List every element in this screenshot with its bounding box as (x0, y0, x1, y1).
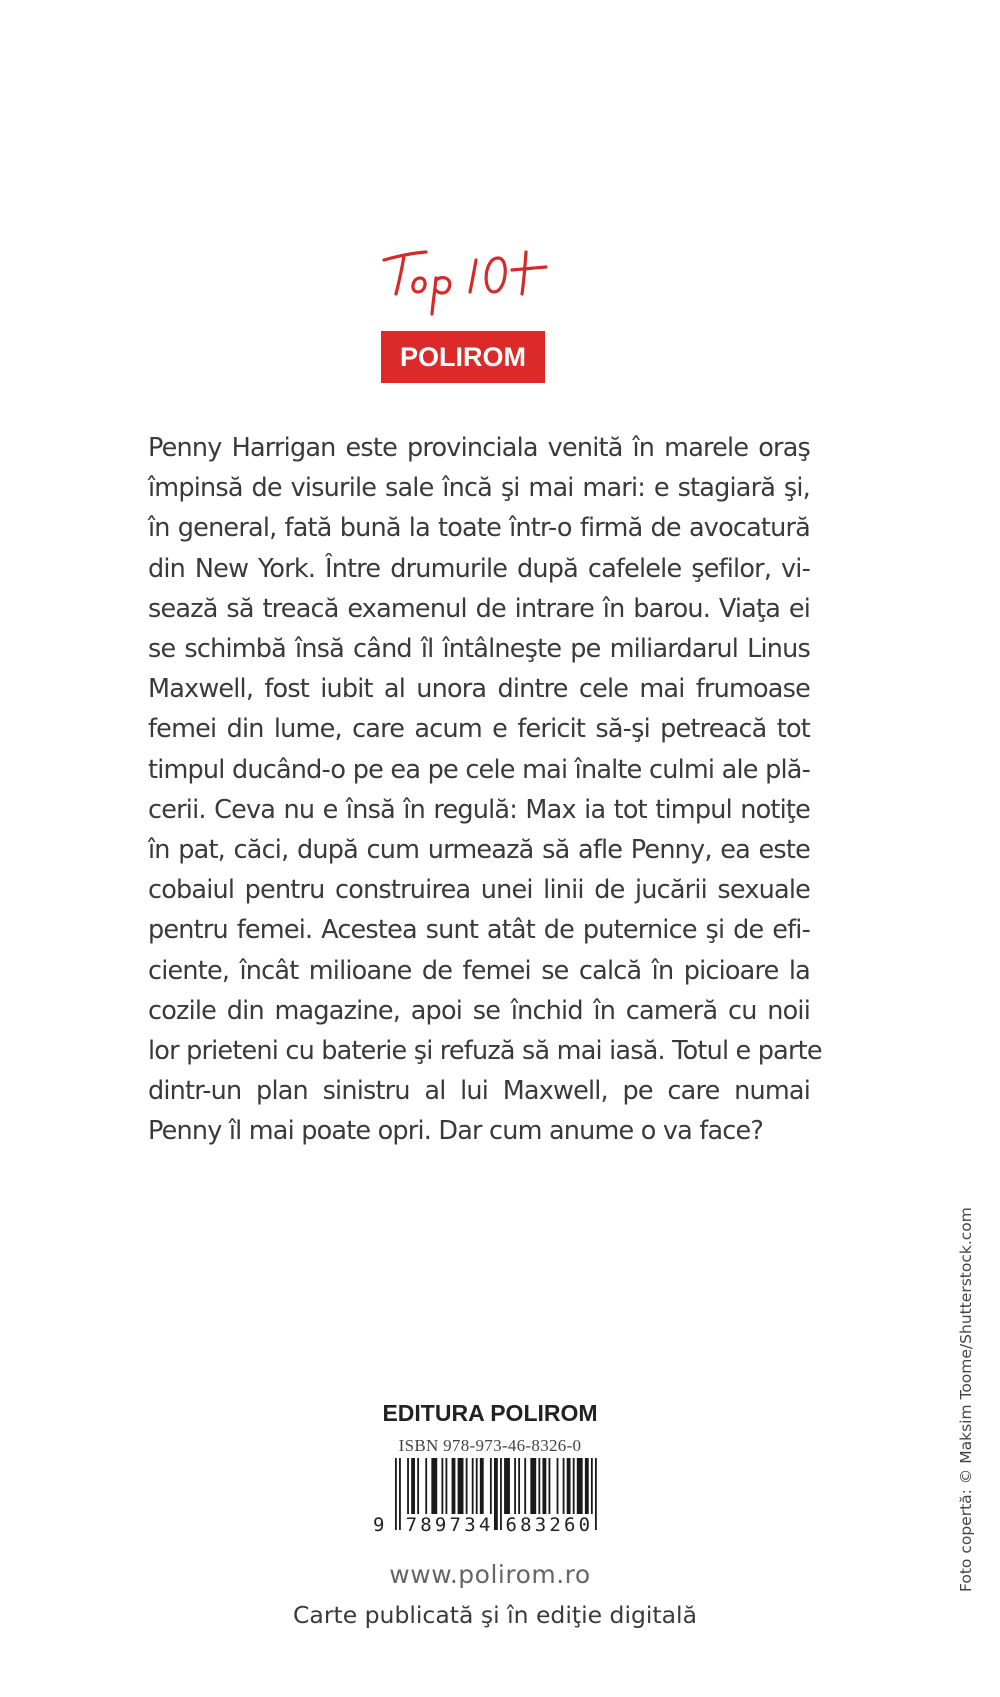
blurb-line: din New York. Între drumurile după cafelele şefilor, vi- (148, 553, 810, 584)
publisher-website: www.polirom.ro (389, 1560, 591, 1589)
blurb-line: cerii. Ceva nu e însă în regulă: Max ia tot timpul notiţe (148, 794, 810, 825)
barcode-bar (567, 1458, 571, 1518)
barcode-bar (472, 1458, 474, 1518)
barcode-bar (490, 1458, 492, 1518)
barcode-bar (431, 1458, 437, 1518)
blurb-line: Penny Harrigan este provinciala venită în marele oraş (148, 433, 810, 463)
barcode-digit-group: 683260 (505, 1514, 594, 1536)
barcode-bar (524, 1458, 526, 1518)
polirom-badge: POLIROM (381, 331, 545, 383)
barcode-bar (446, 1458, 448, 1518)
blurb-line: cobaiul pentru construirea unei linii de jucării sexuale (148, 875, 810, 906)
book-blurb (148, 428, 822, 1152)
barcode-bar (542, 1458, 546, 1518)
barcode-bar (563, 1458, 565, 1518)
barcode-bar (476, 1458, 478, 1518)
barcode-bar (514, 1458, 516, 1518)
barcode-bar (417, 1458, 419, 1518)
isbn-label: ISBN 978-973-46-8326-0 (398, 1436, 582, 1455)
blurb-line: dintr-un plan sinistru al lui Maxwell, pe care numai (148, 1076, 810, 1107)
barcode-bar (518, 1458, 520, 1518)
series-logo-top-10-plus (380, 238, 550, 318)
barcode-digits (372, 1514, 612, 1536)
blurb-line: în pat, căci, după cum urmează să afle Penny, ea este (148, 835, 810, 866)
top-10-plus-script-icon (380, 238, 550, 318)
barcode-bar (411, 1458, 415, 1518)
blurb-line: împinsă de visurile sale încă şi mai mari: e stagiară şi, (148, 473, 810, 504)
barcode-bar (538, 1458, 540, 1518)
photo-credit: Foto copertă: © Maksim Toome/Shutterstock.com (957, 1207, 975, 1592)
barcode-bar (458, 1458, 464, 1518)
blurb-line: cozile din magazine, apoi se închid în cameră cu noii (148, 995, 810, 1026)
blurb-line: sează să treacă examenul de intrare în barou. Viaţa ei (148, 593, 810, 624)
barcode-bar (452, 1458, 456, 1518)
barcode-bar (466, 1458, 468, 1518)
blurb-line: femei din lume, care acum e fericit să-şi petreacă tot (148, 714, 810, 745)
barcode-bar (425, 1458, 427, 1518)
blurb-line: în general, fată bună la toate într-o firmă de avocatură (148, 513, 810, 544)
blurb-line: pentru femei. Acestea sunt atât de puternice şi de efi- (148, 915, 810, 946)
blurb-line: lor prieteni cu baterie şi refuză să mai iasă. Totul e parte (148, 1036, 822, 1067)
barcode-bar (480, 1458, 484, 1518)
barcode-digit-group: 9 (373, 1514, 388, 1536)
publisher-name: EDITURA POLIROM (382, 1400, 598, 1426)
barcode-bar (530, 1458, 536, 1518)
barcode-bar (407, 1458, 409, 1518)
barcode-digit-group: 789734 (405, 1514, 494, 1536)
barcode-bar (441, 1458, 443, 1518)
barcode-bar (557, 1458, 559, 1518)
digital-edition-note: Carte publicată şi în ediţie digitală (293, 1601, 697, 1629)
barcode-bar (504, 1458, 510, 1518)
blurb-line: timpul ducând-o pe ea pe cele mai înalte culmi ale plă- (148, 754, 810, 785)
barcode-bar (585, 1458, 589, 1518)
blurb-line: Maxwell, fost iubit al unora dintre cele mai frumoase (148, 674, 810, 705)
blurb-line: Penny îl mai poate opri. Dar cum anume o va face? (148, 1116, 764, 1147)
barcode-bar (573, 1458, 575, 1518)
barcode-bar (549, 1458, 551, 1518)
barcode-bar (577, 1458, 583, 1518)
blurb-line: ciente, încât milioane de femei se calcă în picioare la (148, 955, 810, 986)
blurb-line: se schimbă însă când îl întâlneşte pe miliardarul Linus (148, 634, 810, 665)
